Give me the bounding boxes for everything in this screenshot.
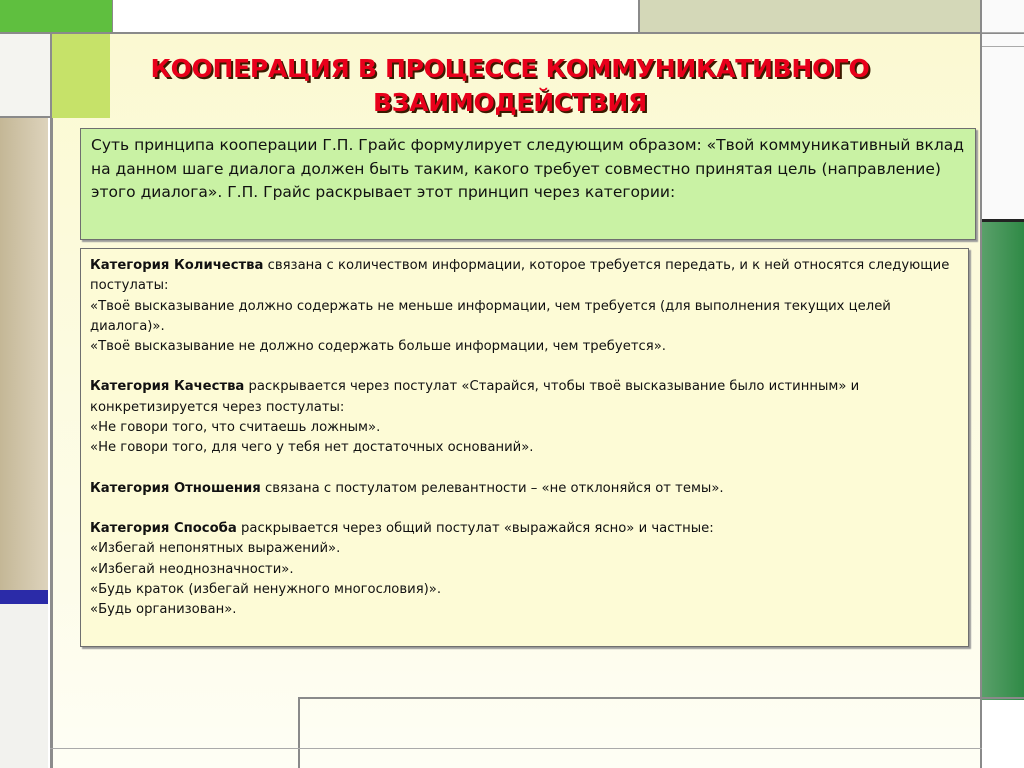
grid-line [0, 116, 50, 118]
postulate: «Избегай неоднозначности». [90, 561, 294, 577]
category-name: Категория Способа [90, 520, 237, 536]
top-right-sage-block [638, 0, 980, 34]
left-bottom-strip [0, 604, 48, 768]
postulate: «Не говори того, что считаешь ложным». [90, 420, 381, 436]
category-desc: связана с количеством информации, которое требуется передать, и к ней относятся следующие постулаты: [90, 258, 950, 294]
grid-line [112, 0, 113, 34]
top-left-strip [0, 34, 52, 118]
top-left-green-block [0, 0, 112, 34]
postulate: «Твоё высказывание должно содержать не меньше информации, чем требуется (для выполнения текущих целей диалога)». [90, 298, 891, 334]
left-navy-stripe [0, 590, 48, 604]
slide-title-line2: ВЗАИМОДЕЙСТВИЯ [373, 88, 647, 117]
category-relation [90, 479, 958, 499]
postulate: «Избегай непонятных выражений». [90, 541, 341, 557]
intro-box [80, 128, 976, 240]
grid-line [982, 219, 1024, 222]
category-desc: раскрывается через общий постулат «выражайся ясно» и частные: [236, 520, 714, 536]
grid-line [50, 748, 982, 749]
right-dark-green-block [982, 222, 1024, 700]
category-desc: раскрывается через постулат «Старайся, чтобы твоё высказывание было истинным» и конкретизируется через постулаты: [90, 379, 860, 415]
postulate: «Будь организован». [90, 602, 237, 618]
grid-line [298, 697, 300, 768]
postulate: «Не говори того, для чего у тебя нет достаточных оснований». [90, 440, 534, 456]
categories-box [80, 248, 969, 647]
category-manner [90, 519, 958, 620]
category-quality [90, 377, 958, 458]
postulate: «Будь краток (избегай ненужного многословия)». [90, 581, 442, 597]
grid-line [982, 32, 1024, 33]
category-desc: связана с постулатом релевантности – «не отклоняйся от темы». [260, 480, 724, 496]
grid-line [0, 32, 1024, 34]
postulate: «Твоё высказывание не должно содержать больше информации, чем требуется». [90, 339, 666, 355]
category-name: Категория Качества [90, 379, 245, 395]
category-quantity [90, 256, 958, 357]
grid-line [298, 697, 1024, 699]
intro-text: Суть принципа кооперации Г.П. Грайс формулирует следующим образом: «Твой коммуникативный вклад на данном шаге диалога должен быть таким, какого требует совместно принятая цель (направление) этого диалога». Г.П. Грайс раскрывает этот принцип через категории: [91, 136, 964, 201]
left-tan-block [0, 118, 48, 592]
category-name: Категория Отношения [90, 480, 261, 496]
category-name: Категория Количества [90, 258, 264, 273]
slide-title-line1: КООПЕРАЦИЯ В ПРОЦЕССЕ КОММУНИКАТИВНОГО [150, 54, 870, 83]
grid-line [982, 46, 1024, 47]
grid-line [980, 0, 982, 768]
slide-title [60, 52, 960, 120]
